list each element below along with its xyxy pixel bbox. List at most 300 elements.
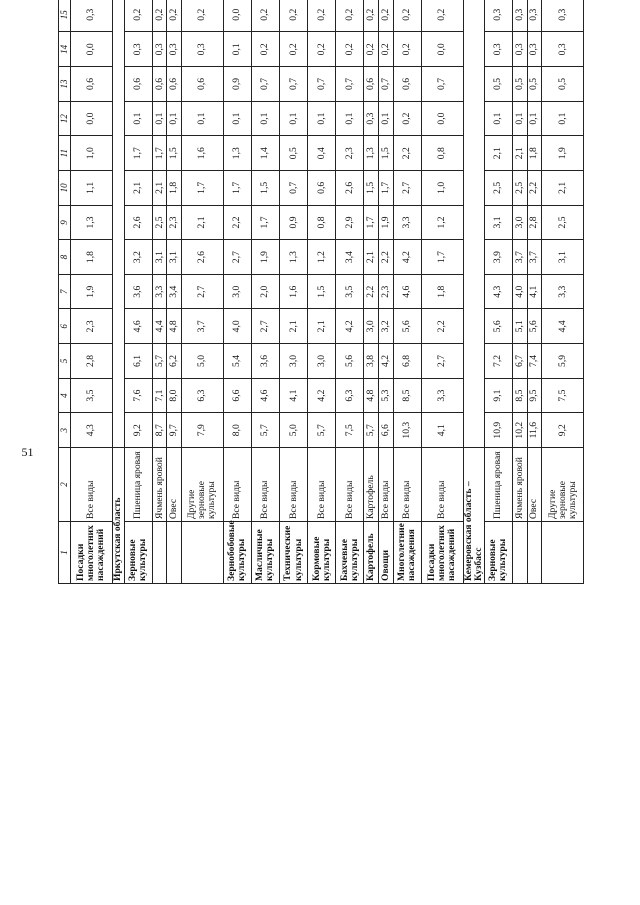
value-cell: 6,3 bbox=[336, 378, 364, 413]
value-cell: 2,5 bbox=[152, 205, 167, 240]
value-cell: 4,2 bbox=[336, 309, 364, 344]
value-cell: 0,2 bbox=[364, 0, 379, 32]
crop-type-cell: Овес bbox=[527, 448, 542, 522]
table-row bbox=[308, 0, 336, 584]
value-cell: 1,8 bbox=[167, 171, 182, 206]
value-cell: 0,2 bbox=[152, 0, 167, 32]
value-cell: 3,3 bbox=[152, 274, 167, 309]
value-cell: 3,4 bbox=[167, 274, 182, 309]
value-cell: 11,6 bbox=[527, 413, 542, 448]
value-cell: 0,7 bbox=[279, 171, 307, 206]
value-cell: 1,5 bbox=[364, 171, 379, 206]
header-cell: 6 bbox=[59, 309, 71, 344]
value-cell: 0,7 bbox=[379, 67, 394, 102]
value-cell: 0,1 bbox=[251, 101, 279, 136]
value-cell: 0,3 bbox=[484, 0, 512, 32]
value-cell: 0,2 bbox=[251, 32, 279, 67]
value-cell: 2,2 bbox=[422, 309, 464, 344]
value-cell: 0,1 bbox=[182, 101, 224, 136]
value-cell: 0,6 bbox=[152, 67, 167, 102]
value-cell: 1,3 bbox=[279, 240, 307, 275]
value-cell: 6,8 bbox=[393, 344, 421, 379]
value-cell: 3,0 bbox=[364, 309, 379, 344]
value-cell: 5,6 bbox=[527, 309, 542, 344]
value-cell: 0,1 bbox=[336, 101, 364, 136]
value-cell: 0,7 bbox=[422, 67, 464, 102]
value-cell: 8,0 bbox=[223, 413, 251, 448]
value-cell: 7,2 bbox=[484, 344, 512, 379]
value-cell: 0,3 bbox=[182, 32, 224, 67]
crop-group-cell bbox=[542, 522, 584, 584]
data-table bbox=[58, 0, 584, 584]
crop-type-cell: Все виды bbox=[71, 448, 113, 522]
value-cell: 1,7 bbox=[182, 171, 224, 206]
crop-group-cell: Картофель bbox=[364, 522, 379, 584]
value-cell: 0,6 bbox=[182, 67, 224, 102]
crop-group-cell: Посадки многолетних насаждений bbox=[422, 522, 464, 584]
value-cell: 4,4 bbox=[152, 309, 167, 344]
value-cell: 0,5 bbox=[542, 67, 584, 102]
value-cell: 0,7 bbox=[279, 67, 307, 102]
value-cell: 0,7 bbox=[308, 67, 336, 102]
value-cell: 10,9 bbox=[484, 413, 512, 448]
value-cell: 4,1 bbox=[422, 413, 464, 448]
value-cell: 6,6 bbox=[223, 378, 251, 413]
value-cell: 6,1 bbox=[124, 344, 152, 379]
value-cell: 7,1 bbox=[152, 378, 167, 413]
value-cell: 0,1 bbox=[308, 101, 336, 136]
value-cell: 2,7 bbox=[422, 344, 464, 379]
value-cell: 2,3 bbox=[336, 136, 364, 171]
value-cell: 1,9 bbox=[542, 136, 584, 171]
value-cell: 2,3 bbox=[167, 205, 182, 240]
value-cell: 5,7 bbox=[152, 344, 167, 379]
table-row bbox=[379, 0, 394, 584]
value-cell: 5,0 bbox=[279, 413, 307, 448]
value-cell: 0,1 bbox=[223, 32, 251, 67]
value-cell: 1,3 bbox=[71, 205, 113, 240]
value-cell: 0,3 bbox=[152, 32, 167, 67]
rotated-table-wrapper bbox=[58, 8, 584, 853]
table-row bbox=[223, 0, 251, 584]
value-cell: 9,5 bbox=[527, 378, 542, 413]
value-cell: 1,3 bbox=[223, 136, 251, 171]
crop-type-cell: Все виды bbox=[223, 448, 251, 522]
value-cell: 2,3 bbox=[379, 274, 394, 309]
value-cell: 2,1 bbox=[542, 171, 584, 206]
value-cell: 3,1 bbox=[152, 240, 167, 275]
value-cell: 7,5 bbox=[336, 413, 364, 448]
value-cell: 1,5 bbox=[308, 274, 336, 309]
value-cell: 0,0 bbox=[71, 101, 113, 136]
value-cell: 3,6 bbox=[251, 344, 279, 379]
region-filler bbox=[463, 0, 484, 448]
value-cell: 2,6 bbox=[182, 240, 224, 275]
value-cell: 6,6 bbox=[379, 413, 394, 448]
table-row bbox=[364, 0, 379, 584]
value-cell: 1,8 bbox=[527, 136, 542, 171]
value-cell: 6,3 bbox=[182, 378, 224, 413]
value-cell: 3,6 bbox=[124, 274, 152, 309]
value-cell: 5,6 bbox=[336, 344, 364, 379]
value-cell: 2,1 bbox=[364, 240, 379, 275]
value-cell: 1,7 bbox=[223, 171, 251, 206]
header-cell: 8 bbox=[59, 240, 71, 275]
value-cell: 5,4 bbox=[223, 344, 251, 379]
header-cell: 11 bbox=[59, 136, 71, 171]
value-cell: 6,7 bbox=[512, 344, 527, 379]
crop-group-cell bbox=[512, 522, 527, 584]
value-cell: 1,7 bbox=[364, 205, 379, 240]
value-cell: 2,1 bbox=[279, 309, 307, 344]
table-row bbox=[336, 0, 364, 584]
value-cell: 0,6 bbox=[167, 67, 182, 102]
header-cell: 9 bbox=[59, 205, 71, 240]
crop-type-cell: Картофель bbox=[364, 448, 379, 522]
value-cell: 0,6 bbox=[393, 67, 421, 102]
table-row bbox=[279, 0, 307, 584]
value-cell: 0,3 bbox=[167, 32, 182, 67]
value-cell: 3,8 bbox=[364, 344, 379, 379]
value-cell: 0,5 bbox=[484, 67, 512, 102]
value-cell: 0,2 bbox=[379, 32, 394, 67]
value-cell: 0,3 bbox=[542, 0, 584, 32]
value-cell: 0,2 bbox=[167, 0, 182, 32]
table-row bbox=[393, 0, 421, 584]
value-cell: 3,1 bbox=[167, 240, 182, 275]
value-cell: 5,7 bbox=[364, 413, 379, 448]
value-cell: 0,2 bbox=[308, 0, 336, 32]
value-cell: 1,5 bbox=[167, 136, 182, 171]
value-cell: 0,2 bbox=[279, 0, 307, 32]
value-cell: 1,2 bbox=[422, 205, 464, 240]
value-cell: 0,7 bbox=[251, 67, 279, 102]
value-cell: 0,1 bbox=[223, 101, 251, 136]
crop-type-cell: Другие зерновые культуры bbox=[542, 448, 584, 522]
crop-group-cell bbox=[152, 522, 167, 584]
value-cell: 4,4 bbox=[542, 309, 584, 344]
header-cell: 5 bbox=[59, 344, 71, 379]
region-heading: Иркутская область bbox=[112, 448, 124, 584]
value-cell: 0,1 bbox=[279, 101, 307, 136]
value-cell: 2,8 bbox=[527, 205, 542, 240]
crop-type-cell: Все виды bbox=[308, 448, 336, 522]
value-cell: 5,6 bbox=[484, 309, 512, 344]
value-cell: 1,0 bbox=[71, 136, 113, 171]
value-cell: 1,6 bbox=[182, 136, 224, 171]
value-cell: 0,8 bbox=[422, 136, 464, 171]
value-cell: 5,9 bbox=[542, 344, 584, 379]
crop-type-cell: Все виды bbox=[336, 448, 364, 522]
value-cell: 1,3 bbox=[364, 136, 379, 171]
crop-group-cell: Масличные культуры bbox=[251, 522, 279, 584]
value-cell: 0,6 bbox=[308, 171, 336, 206]
value-cell: 0,0 bbox=[71, 32, 113, 67]
value-cell: 4,2 bbox=[379, 344, 394, 379]
value-cell: 0,2 bbox=[251, 0, 279, 32]
table-row bbox=[167, 0, 182, 584]
value-cell: 8,5 bbox=[512, 378, 527, 413]
crop-group-cell: Зерновые культуры bbox=[124, 522, 152, 584]
value-cell: 3,7 bbox=[527, 240, 542, 275]
value-cell: 0,1 bbox=[124, 101, 152, 136]
value-cell: 4,1 bbox=[279, 378, 307, 413]
value-cell: 4,6 bbox=[393, 274, 421, 309]
value-cell: 1,8 bbox=[71, 240, 113, 275]
value-cell: 0,4 bbox=[308, 136, 336, 171]
value-cell: 0,0 bbox=[422, 101, 464, 136]
table-row bbox=[527, 0, 542, 584]
value-cell: 0,5 bbox=[279, 136, 307, 171]
value-cell: 5,0 bbox=[182, 344, 224, 379]
value-cell: 2,8 bbox=[71, 344, 113, 379]
crop-type-cell: Все виды bbox=[422, 448, 464, 522]
value-cell: 5,3 bbox=[379, 378, 394, 413]
value-cell: 2,1 bbox=[152, 171, 167, 206]
header-cell: 2 bbox=[59, 448, 71, 522]
value-cell: 3,7 bbox=[512, 240, 527, 275]
value-cell: 0,2 bbox=[393, 32, 421, 67]
value-cell: 3,3 bbox=[393, 205, 421, 240]
region-filler bbox=[112, 0, 124, 448]
crop-type-cell: Ячмень яровой bbox=[512, 448, 527, 522]
value-cell: 0,9 bbox=[279, 205, 307, 240]
value-cell: 3,1 bbox=[542, 240, 584, 275]
value-cell: 2,1 bbox=[182, 205, 224, 240]
value-cell: 10,3 bbox=[393, 413, 421, 448]
value-cell: 2,3 bbox=[71, 309, 113, 344]
value-cell: 7,5 bbox=[542, 378, 584, 413]
crop-type-cell: Все виды bbox=[251, 448, 279, 522]
crop-group-cell: Посадки многолетних насаждений bbox=[71, 522, 113, 584]
value-cell: 1,7 bbox=[422, 240, 464, 275]
value-cell: 2,2 bbox=[393, 136, 421, 171]
value-cell: 2,1 bbox=[124, 171, 152, 206]
crop-type-cell: Пшеница яровая bbox=[124, 448, 152, 522]
value-cell: 3,3 bbox=[542, 274, 584, 309]
value-cell: 8,5 bbox=[393, 378, 421, 413]
value-cell: 2,7 bbox=[251, 309, 279, 344]
value-cell: 9,2 bbox=[542, 413, 584, 448]
value-cell: 5,7 bbox=[251, 413, 279, 448]
value-cell: 0,3 bbox=[124, 32, 152, 67]
header-cell: 10 bbox=[59, 171, 71, 206]
value-cell: 4,6 bbox=[251, 378, 279, 413]
header-row bbox=[59, 0, 71, 584]
rotated-table-frame bbox=[58, 0, 584, 584]
value-cell: 6,2 bbox=[167, 344, 182, 379]
table-row bbox=[512, 0, 527, 584]
value-cell: 0,8 bbox=[308, 205, 336, 240]
value-cell: 0,2 bbox=[393, 0, 421, 32]
table-row bbox=[152, 0, 167, 584]
value-cell: 4,8 bbox=[167, 309, 182, 344]
value-cell: 1,4 bbox=[251, 136, 279, 171]
crop-group-cell: Бахчевые культуры bbox=[336, 522, 364, 584]
crop-group-cell bbox=[527, 522, 542, 584]
value-cell: 3,9 bbox=[484, 240, 512, 275]
region-heading: Кемеровская область – Кузбасс bbox=[463, 448, 484, 584]
table-row bbox=[71, 0, 113, 584]
value-cell: 2,5 bbox=[484, 171, 512, 206]
value-cell: 0,1 bbox=[542, 101, 584, 136]
crop-group-cell: Зернобобовые культуры bbox=[223, 522, 251, 584]
table-row bbox=[542, 0, 584, 584]
crop-type-cell: Овес bbox=[167, 448, 182, 522]
value-cell: 1,5 bbox=[379, 136, 394, 171]
value-cell: 0,2 bbox=[182, 0, 224, 32]
header-cell: 12 bbox=[59, 101, 71, 136]
crop-type-cell: Все виды bbox=[379, 448, 394, 522]
value-cell: 0,3 bbox=[527, 0, 542, 32]
value-cell: 0,2 bbox=[308, 32, 336, 67]
value-cell: 8,7 bbox=[152, 413, 167, 448]
value-cell: 0,3 bbox=[542, 32, 584, 67]
value-cell: 4,8 bbox=[364, 378, 379, 413]
value-cell: 0,1 bbox=[379, 101, 394, 136]
value-cell: 3,2 bbox=[379, 309, 394, 344]
value-cell: 9,2 bbox=[124, 413, 152, 448]
value-cell: 0,3 bbox=[364, 101, 379, 136]
value-cell: 4,1 bbox=[527, 274, 542, 309]
value-cell: 9,7 bbox=[167, 413, 182, 448]
crop-group-cell: Кормовые культуры bbox=[308, 522, 336, 584]
value-cell: 0,3 bbox=[484, 32, 512, 67]
value-cell: 3,7 bbox=[182, 309, 224, 344]
header-cell: 4 bbox=[59, 378, 71, 413]
value-cell: 4,2 bbox=[393, 240, 421, 275]
header-cell: 13 bbox=[59, 67, 71, 102]
value-cell: 0,2 bbox=[379, 0, 394, 32]
value-cell: 1,6 bbox=[279, 274, 307, 309]
value-cell: 0,2 bbox=[364, 32, 379, 67]
value-cell: 3,0 bbox=[279, 344, 307, 379]
value-cell: 3,3 bbox=[422, 378, 464, 413]
value-cell: 1,1 bbox=[71, 171, 113, 206]
value-cell: 1,0 bbox=[422, 171, 464, 206]
value-cell: 0,9 bbox=[223, 67, 251, 102]
value-cell: 1,8 bbox=[422, 274, 464, 309]
value-cell: 3,0 bbox=[512, 205, 527, 240]
crop-group-cell: Многолетние насаждения bbox=[393, 522, 421, 584]
header-cell: 1 bbox=[59, 522, 71, 584]
value-cell: 0,1 bbox=[167, 101, 182, 136]
value-cell: 0,2 bbox=[279, 32, 307, 67]
value-cell: 0,5 bbox=[527, 67, 542, 102]
value-cell: 1,9 bbox=[71, 274, 113, 309]
header-cell: 15 bbox=[59, 0, 71, 32]
value-cell: 1,7 bbox=[124, 136, 152, 171]
crop-group-cell: Технические культуры bbox=[279, 522, 307, 584]
value-cell: 8,0 bbox=[167, 378, 182, 413]
table-row bbox=[182, 0, 224, 584]
value-cell: 5,7 bbox=[308, 413, 336, 448]
value-cell: 0,2 bbox=[336, 0, 364, 32]
header-cell: 7 bbox=[59, 274, 71, 309]
value-cell: 2,1 bbox=[484, 136, 512, 171]
value-cell: 1,9 bbox=[379, 205, 394, 240]
value-cell: 2,6 bbox=[336, 171, 364, 206]
value-cell: 2,5 bbox=[512, 171, 527, 206]
table-row bbox=[422, 0, 464, 584]
value-cell: 0,7 bbox=[336, 67, 364, 102]
region-row bbox=[463, 0, 484, 584]
value-cell: 4,0 bbox=[512, 274, 527, 309]
table-body bbox=[71, 0, 584, 584]
value-cell: 3,0 bbox=[223, 274, 251, 309]
value-cell: 0,1 bbox=[484, 101, 512, 136]
value-cell: 2,2 bbox=[364, 274, 379, 309]
value-cell: 4,0 bbox=[223, 309, 251, 344]
value-cell: 2,2 bbox=[223, 205, 251, 240]
value-cell: 1,2 bbox=[308, 240, 336, 275]
value-cell: 0,3 bbox=[512, 0, 527, 32]
value-cell: 7,4 bbox=[527, 344, 542, 379]
value-cell: 2,1 bbox=[512, 136, 527, 171]
table-row bbox=[484, 0, 512, 584]
value-cell: 3,5 bbox=[336, 274, 364, 309]
value-cell: 1,9 bbox=[251, 240, 279, 275]
value-cell: 2,1 bbox=[308, 309, 336, 344]
value-cell: 5,1 bbox=[512, 309, 527, 344]
crop-type-cell: Все виды bbox=[393, 448, 421, 522]
value-cell: 4,6 bbox=[124, 309, 152, 344]
value-cell: 0,3 bbox=[71, 0, 113, 32]
value-cell: 3,2 bbox=[124, 240, 152, 275]
value-cell: 3,5 bbox=[71, 378, 113, 413]
value-cell: 2,2 bbox=[379, 240, 394, 275]
value-cell: 0,5 bbox=[512, 67, 527, 102]
crop-group-cell bbox=[167, 522, 182, 584]
value-cell: 0,0 bbox=[422, 32, 464, 67]
value-cell: 10,2 bbox=[512, 413, 527, 448]
value-cell: 0,2 bbox=[422, 0, 464, 32]
crop-type-cell: Ячмень яровой bbox=[152, 448, 167, 522]
value-cell: 5,6 bbox=[393, 309, 421, 344]
value-cell: 0,1 bbox=[512, 101, 527, 136]
value-cell: 1,7 bbox=[152, 136, 167, 171]
value-cell: 2,2 bbox=[527, 171, 542, 206]
value-cell: 3,0 bbox=[308, 344, 336, 379]
value-cell: 0,3 bbox=[527, 32, 542, 67]
header-cell: 3 bbox=[59, 413, 71, 448]
crop-type-cell: Все виды bbox=[279, 448, 307, 522]
value-cell: 4,3 bbox=[484, 274, 512, 309]
table-row bbox=[251, 0, 279, 584]
value-cell: 0,6 bbox=[71, 67, 113, 102]
value-cell: 2,0 bbox=[251, 274, 279, 309]
value-cell: 0,2 bbox=[393, 101, 421, 136]
value-cell: 1,7 bbox=[251, 205, 279, 240]
value-cell: 0,2 bbox=[336, 32, 364, 67]
value-cell: 0,6 bbox=[124, 67, 152, 102]
region-row bbox=[112, 0, 124, 584]
value-cell: 2,9 bbox=[336, 205, 364, 240]
value-cell: 1,7 bbox=[379, 171, 394, 206]
value-cell: 2,5 bbox=[542, 205, 584, 240]
value-cell: 7,9 bbox=[182, 413, 224, 448]
header-cell: 14 bbox=[59, 32, 71, 67]
value-cell: 2,7 bbox=[223, 240, 251, 275]
value-cell: 7,6 bbox=[124, 378, 152, 413]
crop-type-cell: Пшеница яровая bbox=[484, 448, 512, 522]
value-cell: 0,6 bbox=[364, 67, 379, 102]
crop-group-cell: Овощи bbox=[379, 522, 394, 584]
page-number: 51 bbox=[21, 445, 34, 459]
value-cell: 0,1 bbox=[152, 101, 167, 136]
value-cell: 0,1 bbox=[527, 101, 542, 136]
value-cell: 3,1 bbox=[484, 205, 512, 240]
